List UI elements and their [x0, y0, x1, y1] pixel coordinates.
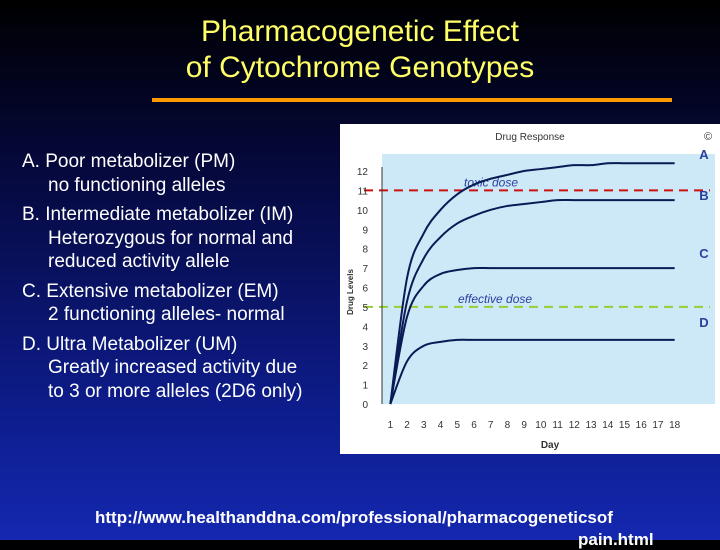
x-tick-label: 5 [454, 420, 461, 431]
drug-response-chart [340, 124, 720, 454]
y-tick-label: 1 [362, 380, 368, 392]
y-tick-label: 11 [357, 186, 368, 198]
x-tick-label: 2 [404, 420, 410, 431]
y-tick-label: 10 [356, 205, 368, 217]
y-tick-label: 8 [362, 244, 368, 256]
x-tick-label: 4 [437, 420, 444, 431]
list-item-label: C. Extensive metabolizer (EM) [22, 280, 279, 302]
x-tick-label: 3 [421, 420, 427, 431]
title-underline [152, 98, 672, 102]
chart-svg [340, 124, 720, 454]
list-item-detail: no functioning alleles [48, 174, 226, 196]
y-tick-label: 12 [356, 167, 368, 178]
slide-title [0, 14, 720, 86]
series-label-b: B [699, 188, 709, 203]
x-tick-label: 13 [585, 420, 597, 431]
x-tick-label: 17 [652, 420, 664, 431]
list-item-label: B. Intermediate metabolizer (IM) [22, 204, 294, 225]
y-tick-label: 6 [362, 283, 368, 295]
list-item-label: D. Ultra Metabolizer (UM) [22, 333, 238, 355]
x-tick-label: 16 [635, 420, 647, 431]
x-axis-label: Day [540, 440, 560, 451]
series-label-c: C [699, 246, 709, 261]
y-tick-label: 5 [362, 302, 368, 314]
x-tick-label: 18 [669, 420, 681, 431]
source-url-continued[interactable]: pain.html [578, 530, 654, 549]
x-tick-label: 12 [568, 420, 580, 431]
list-item-label: A. Poor metabolizer (PM) [22, 151, 236, 172]
source-url[interactable]: http://www.healthanddna.com/professional/pharmacogeneticsof [95, 508, 613, 527]
chart-title: Drug Response [495, 132, 565, 143]
x-tick-label: 10 [535, 420, 547, 431]
list-item-c [22, 280, 352, 327]
list-item-detail: reduced activity allele [48, 251, 230, 272]
slide-title-line-2: of Cytochrome Genotypes [185, 51, 535, 84]
series-label-d: D [699, 315, 709, 330]
slide-title-line-1: Pharmacogenetic Effect [201, 15, 519, 48]
x-tick-label: 14 [602, 420, 614, 431]
y-tick-label: 2 [362, 361, 368, 373]
list-item-detail: Heterozygous for normal and [48, 227, 294, 249]
reference-label: toxic dose [464, 175, 519, 190]
x-tick-label: 8 [504, 420, 511, 431]
y-tick-label: 3 [362, 341, 368, 353]
x-tick-label: 11 [552, 420, 563, 431]
x-tick-label: 1 [387, 420, 394, 431]
y-tick-label: 7 [362, 264, 368, 276]
reference-label: effective dose [458, 291, 533, 306]
list-item-d [22, 333, 352, 404]
x-tick-label: 7 [487, 420, 494, 431]
metabolizer-list [22, 150, 352, 403]
copyright-mark: © [703, 131, 713, 143]
list-item-detail: Greatly increased activity due [48, 357, 298, 378]
y-tick-label: 0 [362, 400, 368, 411]
list-item-b [22, 203, 352, 274]
list-item-detail: to 3 or more alleles (2D6 only) [48, 380, 303, 402]
y-axis-label: Drug Levels [346, 269, 355, 315]
series-label-a: A [699, 147, 709, 162]
y-tick-label: 9 [362, 225, 368, 237]
list-item-detail: 2 functioning alleles- normal [48, 304, 285, 325]
x-tick-label: 15 [618, 420, 631, 431]
list-item-a [22, 150, 352, 197]
y-tick-label: 4 [362, 322, 368, 334]
x-tick-label: 9 [521, 420, 527, 431]
x-tick-label: 6 [471, 420, 477, 431]
